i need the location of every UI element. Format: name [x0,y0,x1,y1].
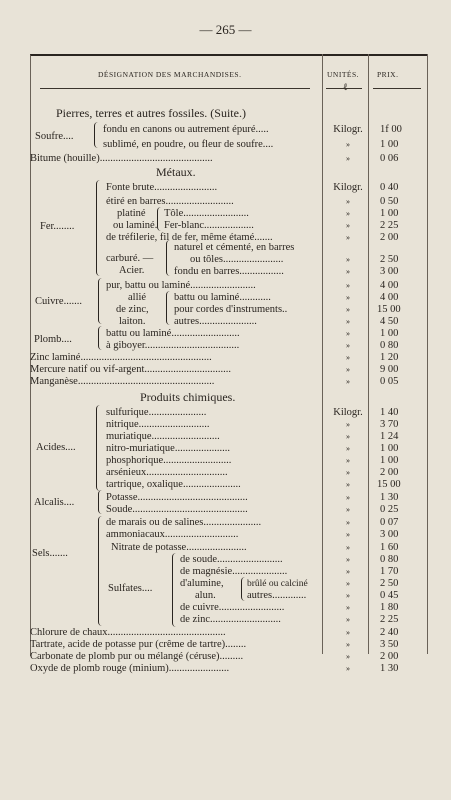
header-rule-unit [326,88,362,89]
unit-cell: Kilogr. [333,407,363,418]
unit-cell: » [346,468,350,477]
brace [98,516,102,626]
table-row: de marais ou de salines...................... [106,517,262,528]
brace [98,326,102,350]
unit-cell: Kilogr. [333,124,363,135]
price-cell: 2 50 [380,254,399,265]
brace [172,553,176,627]
table-row: carburé. — [106,253,154,264]
unit-cell: » [346,341,350,350]
brace [166,291,170,325]
table-row: Nitrate de potasse....................... [111,542,247,553]
unit-cell: » [346,377,350,386]
brace [96,180,100,276]
unit-cell: » [346,579,350,588]
price-cell: 2 40 [380,627,399,638]
table-row: Oxyde de plomb rouge (minium)....................... [30,663,230,674]
row-label: Soufre.... [35,131,74,142]
price-cell: 15 00 [377,304,401,315]
price-cell: 9 00 [380,364,399,375]
table-row: sulfurique...................... [106,407,207,418]
unit-cell: » [346,353,350,362]
table-row: Tôle......................... [164,208,249,219]
row-label: Cuivre....... [35,296,82,307]
unit-cell: » [346,444,350,453]
table-row: de soude......................... [180,554,283,565]
table-row: Bitume (houille)........................................... [30,153,213,164]
unit-cell: » [346,628,350,637]
unit-cell: » [346,432,350,441]
price-cell: 1f 00 [380,124,402,135]
table-row: platiné [117,208,146,219]
table-row: phosphorique.......................... [106,455,232,466]
unit-cell: » [346,154,350,163]
brace [166,240,170,276]
unit-cell: » [346,615,350,624]
brace [98,278,102,324]
row-label: Acides.... [36,442,76,453]
unit-cell: » [346,140,350,149]
table-row: à giboyer.................................... [106,340,240,351]
table-row: naturel et cémenté, en barres [174,242,295,253]
price-cell: 0 40 [380,182,399,193]
price-cell: 1 80 [380,602,399,613]
price-cell: 0 50 [380,196,399,207]
price-cell: 0 06 [380,153,399,164]
table-row: Soude............................................ [106,504,248,515]
table-row: pour cordes d'instruments.. [174,304,288,315]
price-cell: 1 00 [380,208,399,219]
unit-cell: » [346,293,350,302]
table-row: ou laminé. [113,220,158,231]
table-row: de tréfilerie, fil de fer, même étamé....... [106,232,273,243]
price-cell: 15 00 [377,479,401,490]
price-cell: 3 50 [380,639,399,650]
unit-cell: Kilogr. [333,182,363,193]
section-title: Pierres, terres et autres fossiles. (Suite.) [56,106,246,120]
price-cell: 4 00 [380,280,399,291]
table-row: de zinc........................... [180,614,281,625]
unit-cell: » [346,493,350,502]
table-row: allié [128,292,147,303]
table-row: Zinc laminé.................................................. [30,352,212,363]
brace [96,405,100,491]
price-cell: 3 00 [380,266,399,277]
table-row: ammoniacaux............................ [106,529,239,540]
header-rule-price [373,88,421,89]
price-cell: 1 20 [380,352,399,363]
unit-cell: » [346,209,350,218]
unit-cell: » [346,221,350,230]
table-row: nitrique........................... [106,419,210,430]
price-cell: 1 30 [380,492,399,503]
table-row: Carbonate de plomb pur ou mélangé (céruse)......... [30,651,244,662]
unit-cell: » [346,456,350,465]
price-cell: 1 00 [380,455,399,466]
row-label: Fer........ [40,221,75,232]
unit-cell: » [346,267,350,276]
row-label: Alcalis.... [34,497,75,508]
table-row: alun. [195,590,216,601]
table-row: ou tôles....................... [190,254,284,265]
unit-cell: » [346,317,350,326]
price-cell: 2 25 [380,220,399,231]
section-title: Produits chimiques. [140,390,236,404]
price-cell: 1 70 [380,566,399,577]
table-row: Chlorure de chaux............................................. [30,627,226,638]
unit-cell: » [346,233,350,242]
header-unit-mark: ℓ [343,82,348,93]
unit-cell: » [346,505,350,514]
price-cell: 3 00 [380,529,399,540]
header-designation: DÉSIGNATION DES MARCHANDISES. [98,70,242,79]
price-cell: 0 05 [380,376,399,387]
unit-cell: » [346,281,350,290]
page-number: — 265 — [199,22,252,37]
unit-cell: » [346,255,350,264]
brace [98,490,102,514]
brace [241,577,245,601]
table-row: sublimé, en poudre, ou fleur de soufre.... [103,139,274,150]
table-row: Potasse.......................................... [106,492,248,503]
price-cell: 1 00 [380,443,399,454]
table-row: étiré en barres.......................... [106,196,234,207]
header-unites: UNITÉS. [327,70,360,79]
unit-cell: » [346,543,350,552]
unit-column-rule [322,54,323,654]
price-cell: 1 00 [380,139,399,150]
price-cell: 4 50 [380,316,399,327]
table-row: pur, battu ou laminé......................... [106,280,256,291]
table-row: laiton. [119,316,146,327]
brace [157,207,161,231]
unit-cell: » [346,591,350,600]
table-row: fondu en canons ou autrement épuré..... [103,124,269,135]
unit-cell: » [346,603,350,612]
unit-cell: » [346,197,350,206]
price-cell: 2 00 [380,232,399,243]
row-label: Sels....... [32,548,68,559]
price-cell: 2 50 [380,578,399,589]
table-row: Manganèse.................................................... [30,376,215,387]
price-cell: 3 70 [380,419,399,430]
unit-cell: » [346,480,350,489]
table-row: brûlé ou calciné [247,579,308,589]
row-label: Plomb.... [34,334,72,345]
price-cell: 4 00 [380,292,399,303]
unit-cell: » [346,530,350,539]
table-row: Fer-blanc................... [164,220,254,231]
price-cell: 0 45 [380,590,399,601]
table-row: battu ou laminé.......................... [106,328,240,339]
table-row: Fonte brute........................ [106,182,218,193]
table-row: de cuivre......................... [180,602,285,613]
row-label: Sulfates.... [108,583,153,594]
price-cell: 0 07 [380,517,399,528]
table-row: Acier. [119,265,145,276]
unit-cell: » [346,305,350,314]
table-row: Mercure natif ou vif-argent................................. [30,364,232,375]
unit-cell: » [346,640,350,649]
table-row: muriatique.......................... [106,431,220,442]
price-column-rule [368,54,369,654]
price-cell: 0 25 [380,504,399,515]
price-cell: 2 00 [380,467,399,478]
price-cell: 2 25 [380,614,399,625]
price-cell: 1 60 [380,542,399,553]
price-cell: 2 00 [380,651,399,662]
table-row: autres............. [247,590,307,601]
table-row: Tartrate, acide de potasse pur (crême de tartre)........ [30,639,247,650]
price-cell: 1 00 [380,328,399,339]
price-cell: 1 30 [380,663,399,674]
unit-cell: » [346,555,350,564]
header-rule [40,88,310,89]
header-prix: PRIX. [377,70,399,79]
table-row: fondu en barres................. [174,266,284,277]
table-row: battu ou laminé............ [174,292,271,303]
price-cell: 1 24 [380,431,399,442]
unit-cell: » [346,652,350,661]
price-cell: 0 80 [380,554,399,565]
unit-cell: » [346,664,350,673]
brace [94,122,98,148]
table-row: tartrique, oxalique...................... [106,479,241,490]
table-row: autres...................... [174,316,257,327]
unit-cell: » [346,567,350,576]
table-row: de zinc, [116,304,149,315]
price-cell: 1 40 [380,407,399,418]
table-row: arsénieux............................... [106,467,228,478]
unit-cell: » [346,420,350,429]
table-row: nitro-muriatique..................... [106,443,230,454]
section-title: Métaux. [156,165,196,179]
table-row: d'alumine, [180,578,224,589]
price-cell: 0 80 [380,340,399,351]
table-row: de magnésie..................... [180,566,288,577]
unit-cell: » [346,365,350,374]
unit-cell: » [346,518,350,527]
unit-cell: » [346,329,350,338]
